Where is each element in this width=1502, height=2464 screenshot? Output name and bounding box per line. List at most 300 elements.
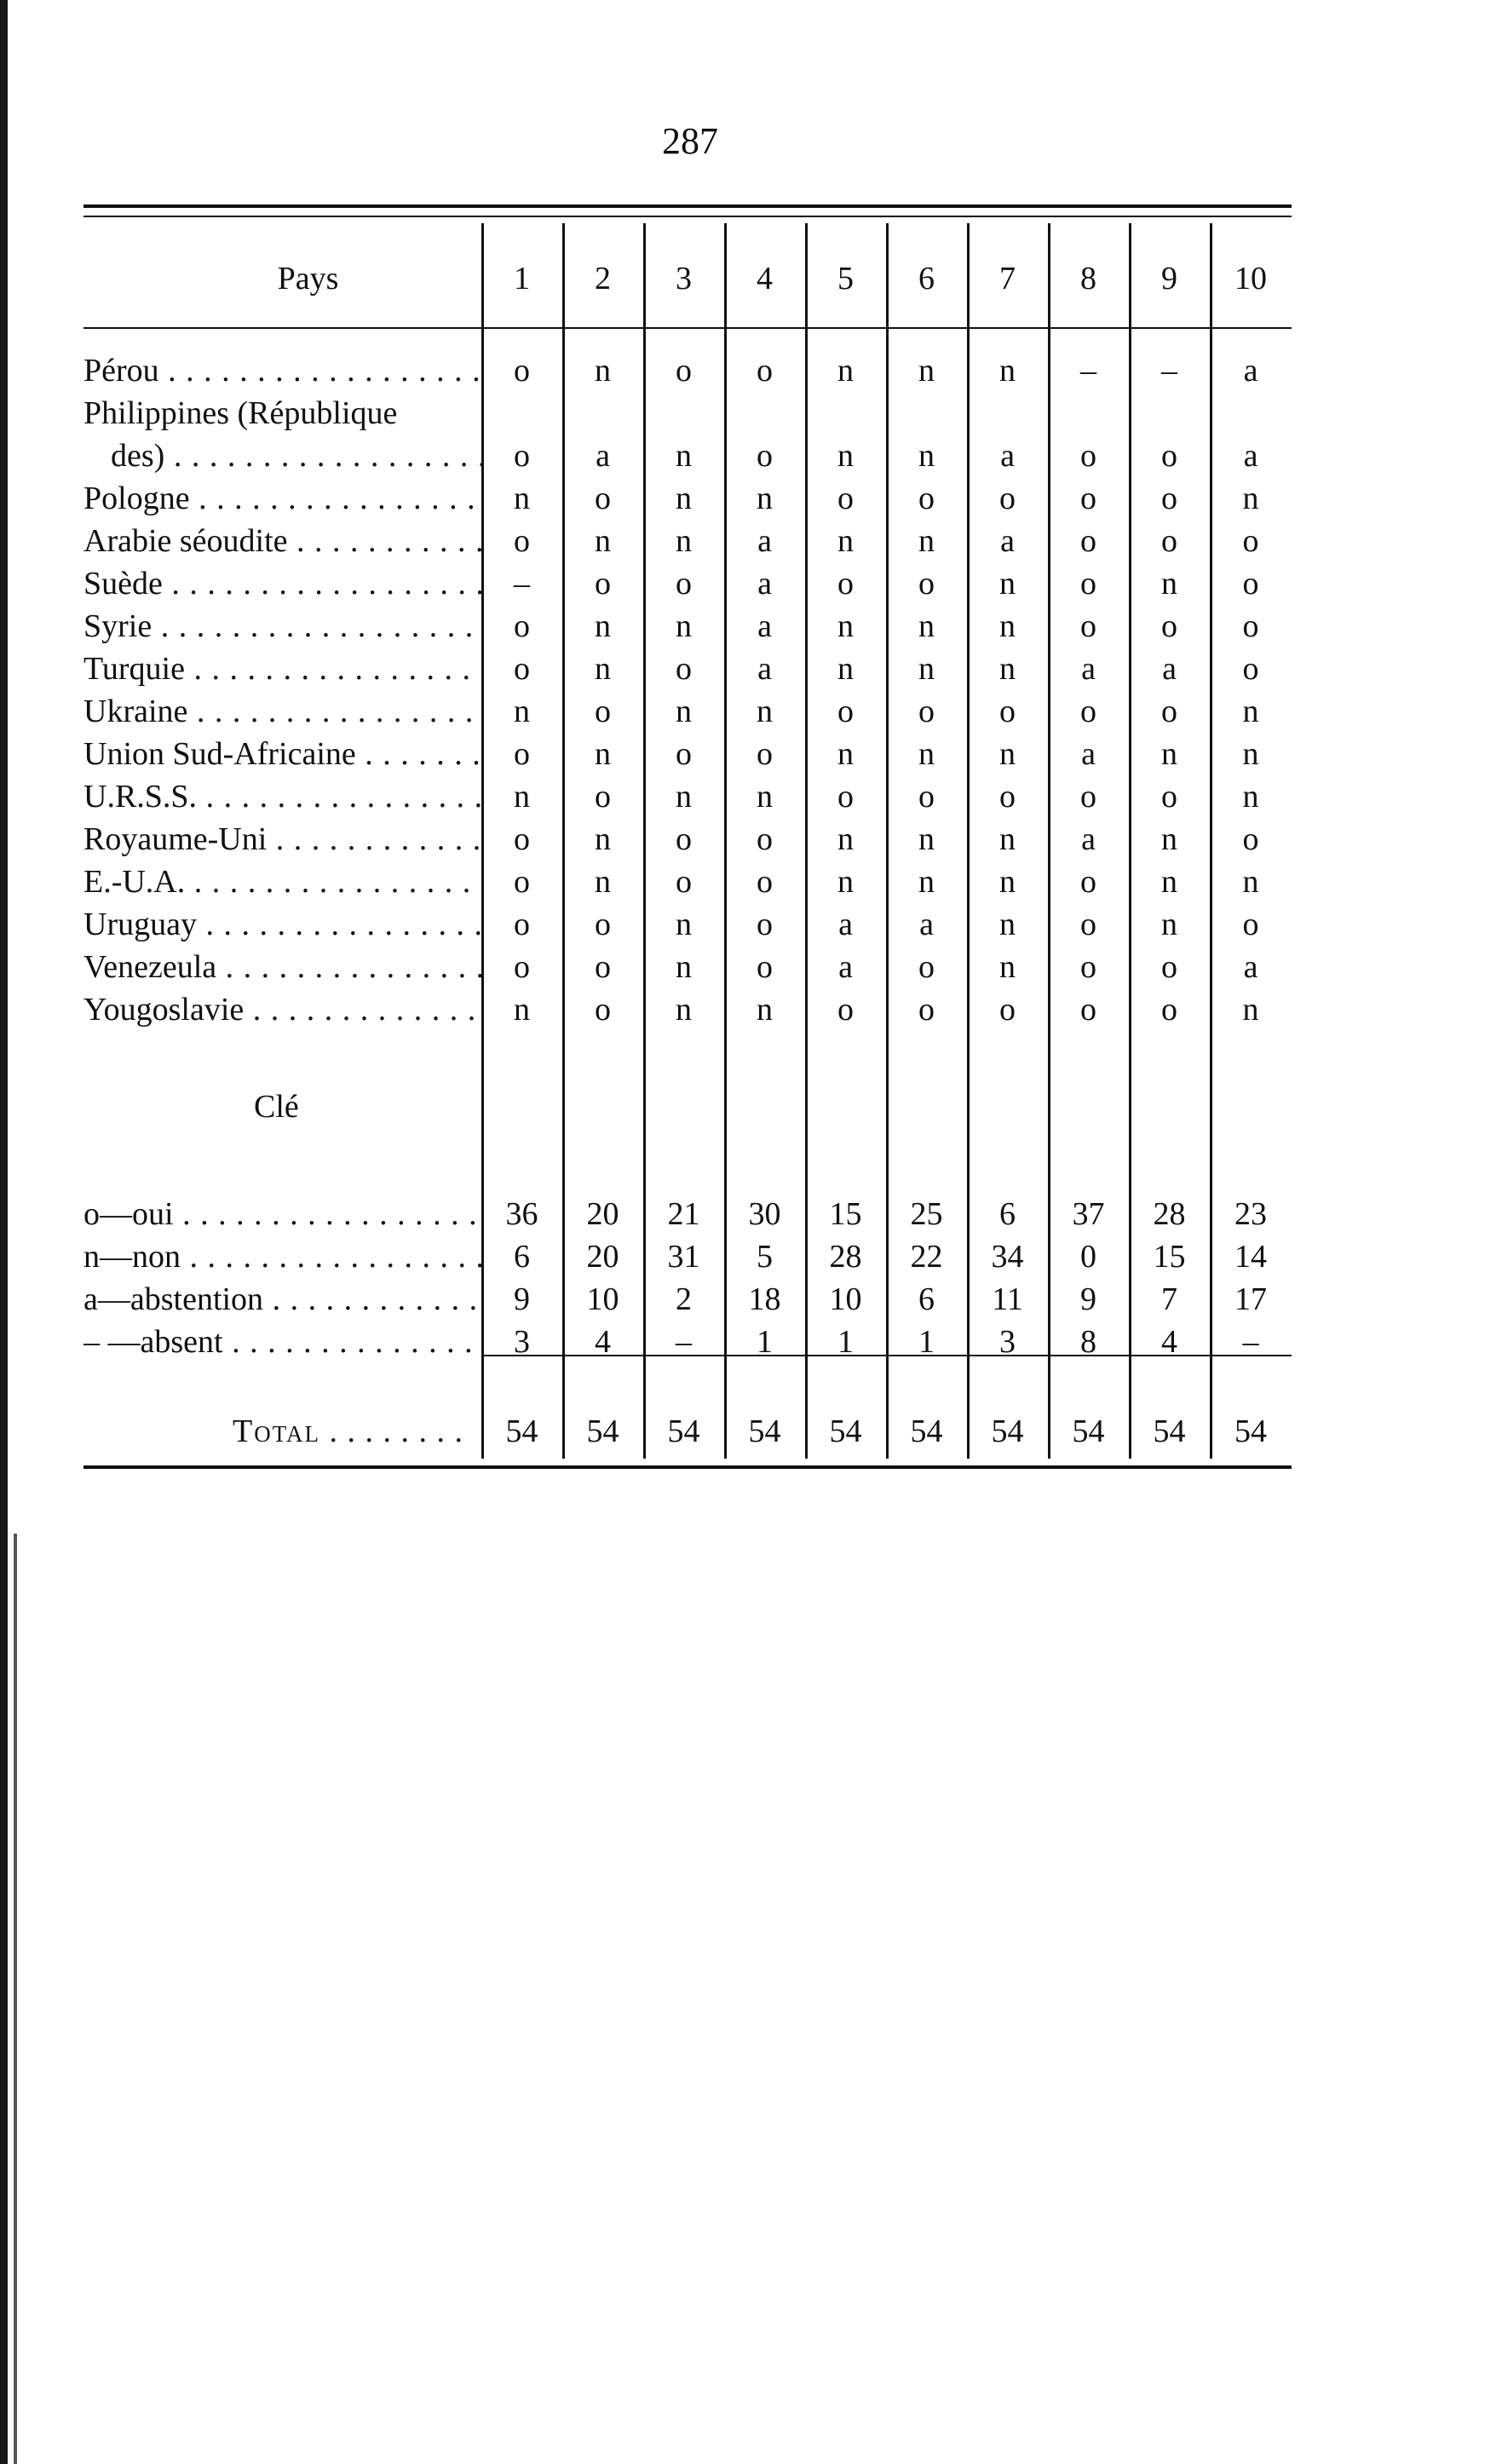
leader-dots [263,1281,481,1317]
country-row-cell: a [1000,438,1015,474]
country-row-cell: n [837,438,854,474]
country-column-header: Pays [277,261,339,296]
country-row [83,946,1292,988]
country-row-cell: o [514,736,530,772]
country-row-label-text: U.R.S.S. [83,779,198,815]
country-row-cell: n [1242,694,1259,729]
voting-table [83,230,1292,1457]
country-row-cell: n [999,608,1016,644]
key-row-label-text: o—oui [83,1196,174,1232]
leader-dots [185,651,481,687]
country-row-cell: o [999,481,1016,516]
total-row [83,1406,1292,1457]
column-header: 8 [1080,261,1096,296]
country-row-cell: o [1161,523,1177,559]
country-row-cell: n [595,864,611,900]
country-row-cell: n [676,694,692,729]
total-cell: 54 [829,1413,862,1449]
column-header: 2 [595,261,611,296]
country-row-cell: o [676,353,692,389]
country-row-cell: n [837,523,854,559]
country-row-cell: n [999,353,1016,389]
key-row-cell: 6 [918,1281,935,1317]
country-row-label-text: Suède [83,566,163,602]
country-row-label [83,435,481,477]
leader-dots [163,566,481,602]
country-row-label [83,349,481,392]
country-row [83,605,1292,648]
country-row-cell: o [595,779,611,815]
leader-dots [288,523,481,559]
table-header-row [83,230,1292,327]
key-row-cell: 34 [991,1239,1024,1275]
leader-dots [159,353,481,389]
key-row-cell: 1 [918,1324,935,1360]
country-row [83,733,1292,775]
country-row-cell: o [514,651,530,687]
country-row-label-text: Royaume-Uni [83,821,268,857]
country-row-cell [1048,392,1129,435]
key-row-cell: 8 [1080,1324,1096,1360]
country-row-cell: – [1080,353,1096,389]
country-row-label [83,477,481,520]
country-row-cell: o [514,907,530,942]
table-bottom-rule [83,1465,1292,1469]
country-row [83,861,1292,903]
country-row-cell: o [837,779,854,815]
leader-dots [197,907,481,942]
country-row-cell: o [757,821,773,857]
country-row-label-text: Yougoslavie [83,992,245,1028]
country-row-cell: n [999,864,1016,900]
country-row-label [83,392,481,435]
country-row-cell: a [838,907,853,942]
country-row-cell: n [676,949,692,985]
country-row-cell: n [918,821,935,857]
country-row-cell: o [595,907,611,942]
column-header: 7 [999,261,1016,296]
leader-dots [190,481,481,516]
country-row-cell: o [595,566,611,602]
country-row-cell: o [1080,907,1096,942]
country-row-cell: o [1080,992,1096,1028]
country-row-cell [967,392,1048,435]
key-row-cell: 0 [1080,1239,1096,1275]
country-row-cell: o [1080,694,1096,729]
country-row-cell: o [595,949,611,985]
country-row-cell: o [1161,992,1177,1028]
key-row-cell: 4 [1161,1324,1177,1360]
table-spacer [83,1135,1292,1193]
key-row-cell: 28 [1153,1196,1186,1232]
country-row-cell: a [596,438,610,474]
country-row-label [83,903,481,946]
country-row-cell: n [757,779,773,815]
key-row-cell: 28 [829,1239,862,1275]
country-row-cell: n [1161,907,1177,942]
country-row-cell [805,392,886,435]
leader-dots [181,1239,481,1275]
table-spacer [83,1031,1292,1079]
country-row [83,562,1292,605]
country-row-label [83,775,481,818]
column-header: 5 [837,261,854,296]
country-row-cell [562,392,643,435]
country-row-label [83,861,481,903]
column-header: 6 [918,261,935,296]
country-row [83,435,1292,477]
key-row-cell: 23 [1234,1196,1267,1232]
key-row-label-text: – —absent [83,1324,223,1360]
country-row-cell: o [837,566,854,602]
key-row-cell: 14 [1234,1239,1267,1275]
country-row-cell: n [676,608,692,644]
country-row-cell: n [514,992,530,1028]
country-row-cell: o [1242,608,1259,644]
country-row-cell: o [757,736,773,772]
column-header: 10 [1234,261,1267,296]
country-row-label [83,988,481,1031]
key-row [83,1278,1292,1321]
table-spacer [83,327,1292,349]
country-row-cell: o [1242,523,1259,559]
country-row-cell: o [514,608,530,644]
country-row-cell: o [514,864,530,900]
country-row-cell: o [757,438,773,474]
column-header: 9 [1161,261,1177,296]
key-row-cell: 30 [748,1196,781,1232]
country-row-cell: o [1242,907,1259,942]
key-row-cell: 4 [595,1324,611,1360]
country-row-cell: o [514,949,530,985]
country-row-cell [1129,392,1210,435]
leader-dots [216,949,481,985]
total-cell: 54 [1234,1413,1267,1449]
column-header: 4 [757,261,773,296]
country-row-cell: o [1080,438,1096,474]
country-row-cell: o [757,907,773,942]
country-row [83,392,1292,435]
key-row-cell: 3 [514,1324,530,1360]
leader-dots [197,779,481,815]
country-row-label [83,648,481,690]
country-row-cell: o [999,694,1016,729]
country-row-cell: o [999,779,1016,815]
country-row-cell: n [757,992,773,1028]
country-row-cell: n [676,779,692,815]
key-row-cell: 17 [1234,1281,1267,1317]
country-row-cell: n [837,821,854,857]
leader-dots [164,438,481,474]
country-row-cell [724,392,805,435]
country-row-cell: n [999,821,1016,857]
country-row-cell: a [757,523,772,559]
country-row-cell: n [676,992,692,1028]
country-row-cell: n [595,523,611,559]
country-row [83,349,1292,392]
key-row-cell: 20 [586,1196,619,1232]
country-row-label-text: Arabie séoudite [83,523,288,559]
key-row-cell: – [676,1324,692,1360]
country-row-cell: n [999,651,1016,687]
country-row [83,775,1292,818]
country-row-cell: o [999,992,1016,1028]
country-row-cell: n [918,608,935,644]
key-row-label [83,1193,481,1235]
key-row-cell: 22 [910,1239,943,1275]
country-row-cell: o [757,353,773,389]
country-row-cell: n [595,821,611,857]
key-row-cell: 3 [999,1324,1016,1360]
country-row-cell: o [1080,481,1096,516]
key-row-cell: 37 [1072,1196,1105,1232]
key-row-cell: 9 [1080,1281,1096,1317]
key-row-cell: 15 [1153,1239,1186,1275]
country-row-cell: a [1243,438,1258,474]
country-row-cell: o [1161,608,1177,644]
table-spacer [83,1363,1292,1406]
country-row-cell: n [999,949,1016,985]
key-row-cell: 9 [514,1281,530,1317]
page-number: 287 [662,120,718,162]
total-label-text: Total [233,1413,321,1449]
country-row-cell: a [757,651,772,687]
country-row-cell: o [595,694,611,729]
country-row-cell: o [757,864,773,900]
country-row-label [83,562,481,605]
country-row-cell: n [595,736,611,772]
total-label: Total . . . . . . . . [233,1413,464,1449]
key-row-cell: – [1242,1324,1259,1360]
page-margin-line [0,0,8,2464]
country-row-cell: o [1161,694,1177,729]
key-row [83,1321,1292,1363]
country-row-cell: n [918,651,935,687]
key-row-cell: 10 [829,1281,862,1317]
country-row-cell: a [1081,651,1096,687]
country-row-cell: o [676,864,692,900]
key-row-label-text: n—non [83,1239,181,1275]
country-row-cell: n [1161,736,1177,772]
key-row-cell: 18 [748,1281,781,1317]
country-row-cell: a [1162,651,1177,687]
page-margin-line-inner [14,1534,17,2464]
country-row-cell: o [1080,779,1096,815]
country-row-cell: o [918,694,935,729]
country-row-cell: a [919,907,934,942]
country-row-cell: o [1242,566,1259,602]
key-row-cell: 1 [757,1324,773,1360]
country-row-cell: o [1080,949,1096,985]
country-row-cell: o [1080,566,1096,602]
key-row-cell: 21 [667,1196,700,1232]
country-row-cell: o [918,779,935,815]
country-row-cell: a [1243,353,1258,389]
country-row-label [83,733,481,775]
country-row-cell: o [1161,779,1177,815]
country-row-cell: o [514,438,530,474]
country-row-cell: n [595,608,611,644]
country-row-cell: n [918,523,935,559]
country-row-cell: n [837,864,854,900]
key-title: Clé [254,1089,299,1125]
country-row-cell: a [757,608,772,644]
country-row-cell: n [999,566,1016,602]
country-row-label-text: Pérou [83,353,159,389]
key-row-label [83,1321,481,1363]
country-row-cell [643,392,724,435]
total-cell: 54 [586,1413,619,1449]
country-row-cell: n [1161,821,1177,857]
leader-dots [174,1196,481,1232]
key-row-label [83,1278,481,1321]
key-row-cell: 6 [999,1196,1016,1232]
country-row-cell: n [676,523,692,559]
country-row-cell: n [1242,736,1259,772]
country-row-cell: a [1243,949,1258,985]
country-row-cell: o [595,992,611,1028]
country-row-cell [1210,392,1292,435]
country-row-cell: a [1000,523,1015,559]
country-row-cell: n [1242,779,1259,815]
country-row-label-text: Philippines (République [83,395,398,431]
country-row-cell: o [918,566,935,602]
country-row-cell: o [514,523,530,559]
country-row-cell: o [918,949,935,985]
key-row-label-text: a—abstention [83,1281,264,1317]
key-row [83,1235,1292,1278]
country-row-label [83,690,481,733]
country-row-cell: a [1081,736,1096,772]
country-row-cell: o [1161,438,1177,474]
country-row-cell: n [676,438,692,474]
country-row-cell: o [514,353,530,389]
total-cell: 54 [505,1413,538,1449]
country-row-cell: a [838,949,853,985]
country-row-cell: n [595,651,611,687]
country-row-cell: o [1242,651,1259,687]
country-row-label-text: Uruguay [83,907,197,942]
country-row-cell: n [1242,864,1259,900]
country-row-cell: n [918,864,935,900]
country-row-label-text: Venezeula [83,949,217,985]
table-top-rule [83,204,1292,208]
key-row [83,1193,1292,1235]
key-row-cell: 25 [910,1196,943,1232]
country-row-cell: o [837,992,854,1028]
country-row-label [83,520,481,562]
key-row-cell: 10 [586,1281,619,1317]
country-row-cell: n [918,736,935,772]
country-row-cell: o [676,821,692,857]
country-row [83,520,1292,562]
country-row-cell: n [1161,864,1177,900]
key-row-cell: 2 [676,1281,692,1317]
country-row-cell: n [837,651,854,687]
country-row-cell: n [757,694,773,729]
country-row-cell: o [1161,949,1177,985]
key-row-cell: 7 [1161,1281,1177,1317]
country-row-label-text: Turquie [83,651,185,687]
country-row [83,988,1292,1031]
total-cell: 54 [910,1413,943,1449]
country-row-cell: o [1161,481,1177,516]
country-row-cell: n [595,353,611,389]
country-row-cell: o [757,949,773,985]
key-row-cell: 1 [837,1324,854,1360]
country-row-cell: n [757,481,773,516]
country-row-cell: n [676,907,692,942]
country-row-cell: o [676,736,692,772]
country-row-cell: n [676,481,692,516]
country-row [83,690,1292,733]
country-row-cell: o [1080,864,1096,900]
country-row [83,903,1292,946]
column-header: 1 [514,261,530,296]
country-row-label-text: E.-U.A. [83,864,186,900]
country-row-cell: a [1081,821,1096,857]
leader-dots [185,864,481,900]
country-row-label [83,946,481,988]
key-row-cell: 36 [505,1196,538,1232]
country-row-cell: n [999,736,1016,772]
key-row-cell: 11 [992,1281,1023,1317]
table-top-rule-thin [83,216,1292,217]
country-row-cell: n [837,353,854,389]
leader-dots [356,736,481,772]
country-row [83,818,1292,861]
country-row-cell: o [918,992,935,1028]
key-title-row [83,1079,1292,1135]
country-row-cell: n [514,779,530,815]
country-row-cell: o [1080,523,1096,559]
total-cell: 54 [991,1413,1024,1449]
key-row-label [83,1235,481,1278]
country-row-cell: – [514,566,530,602]
country-row-label-text: des) [111,438,165,474]
country-row-cell: o [837,694,854,729]
country-row-cell: o [918,481,935,516]
country-row-cell: n [514,481,530,516]
country-row-cell: o [595,481,611,516]
total-cell: 54 [748,1413,781,1449]
country-row-cell: n [1242,481,1259,516]
country-row-cell: o [1080,608,1096,644]
country-row [83,648,1292,690]
leader-dots [187,694,481,729]
country-row-cell: n [1242,992,1259,1028]
country-row [83,477,1292,520]
country-row-label [83,818,481,861]
country-row-label-text: Ukraine [83,694,188,729]
country-row-label [83,605,481,648]
leader-dots [223,1324,481,1360]
country-row-cell: n [837,736,854,772]
country-row-cell: n [837,608,854,644]
leader-dots [267,821,481,857]
column-header: 3 [676,261,692,296]
country-row-cell: – [1161,353,1177,389]
key-row-cell: 5 [757,1239,773,1275]
country-row-cell: o [676,651,692,687]
total-cell: 54 [1153,1413,1186,1449]
country-row-cell: o [676,566,692,602]
country-row-label-text: Syrie [83,608,153,644]
country-row-cell: n [1161,566,1177,602]
country-row-cell: o [514,821,530,857]
total-cell: 54 [667,1413,700,1449]
country-row-cell [481,392,562,435]
